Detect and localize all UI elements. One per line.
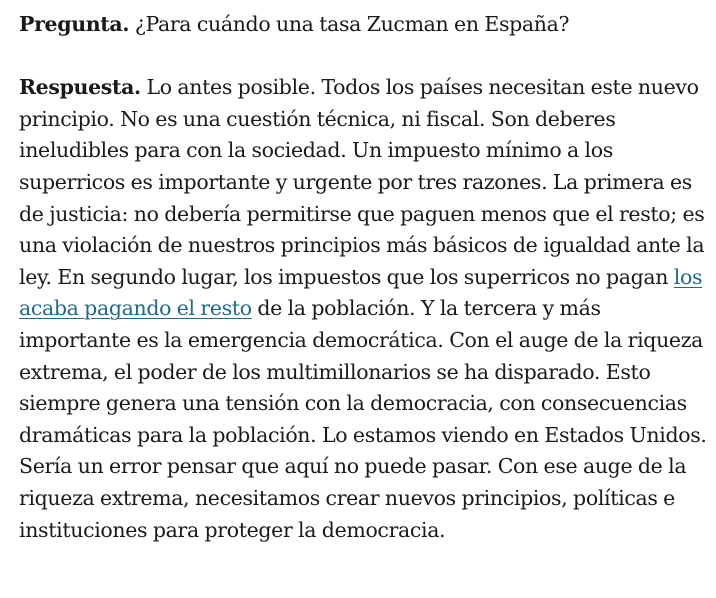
question-label: Pregunta. bbox=[19, 12, 130, 36]
answer-label: Respuesta. bbox=[19, 75, 141, 100]
interview-article bbox=[19, 9, 709, 546]
answer-text-before-link: Lo antes posible. Todos los países necesitan este nuevo principio. No es una cuestión técnica, ni fiscal. Son deberes ineludibles para con la sociedad. Un impuesto mínimo a los superricos es importante y urgente por tres razones. La primera es de justicia: no debería permitirse que paguen menos que el resto; es una violación de nuestros principios más básicos de igualdad ante la ley. En segundo lugar, los impuestos que los superricos no pagan bbox=[19, 75, 705, 289]
answer-paragraph bbox=[19, 72, 709, 546]
answer-text-after-link: de la población. Y la tercera y más importante es la emergencia democrática. Con el auge de la riqueza extrema, el poder de los multimillonarios se ha disparado. Esto siempre genera una tensión con la democracia, con consecuencias dramáticas para la población. Lo estamos viendo en Estados Unidos. Sería un error pensar que aquí no puede pasar. Con ese auge de la riqueza extrema, necesitamos crear nuevos principios, políticas e instituciones para proteger la democracia. bbox=[19, 296, 707, 542]
question-paragraph bbox=[19, 9, 709, 41]
inline-article-link[interactable]: los acaba pagando el resto bbox=[19, 264, 703, 321]
question-text: ¿Para cuándo una tasa Zucman en España? bbox=[134, 12, 570, 36]
